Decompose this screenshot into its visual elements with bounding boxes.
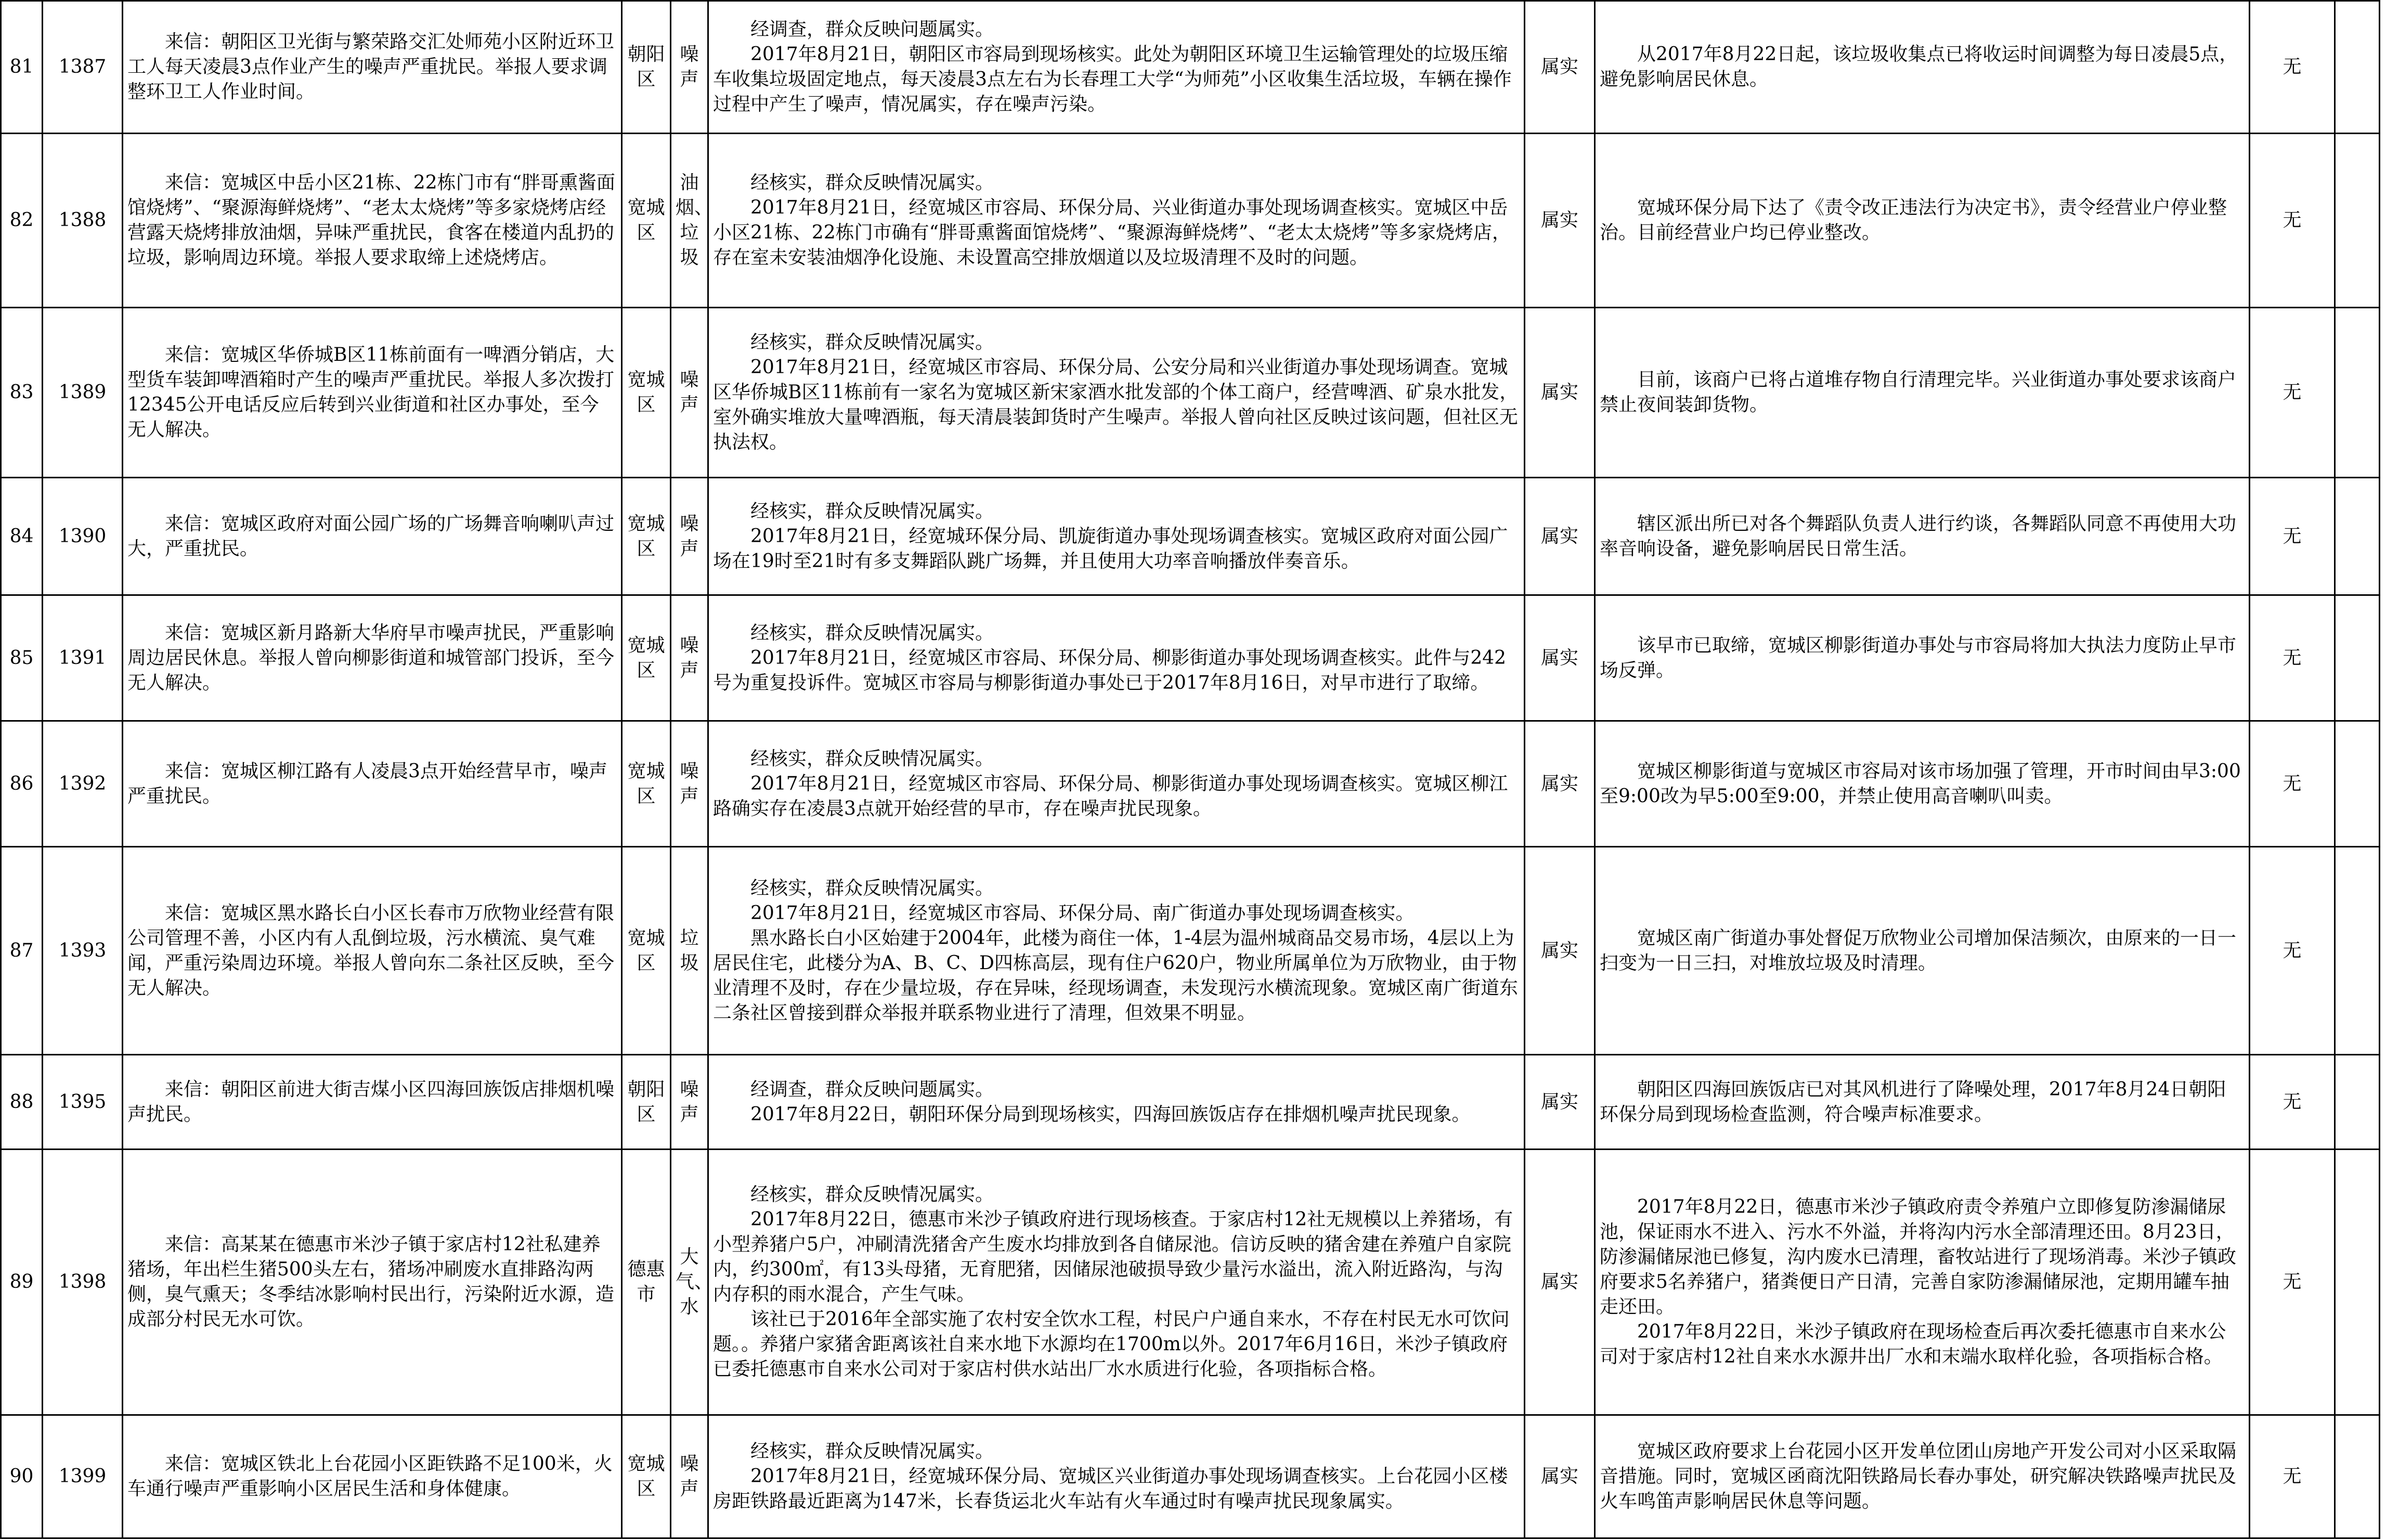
- cell-district: 宽城区: [622, 308, 671, 478]
- cell-verdict: 属实: [1525, 721, 1595, 847]
- cell-pollution-type: 噪声: [671, 1055, 708, 1150]
- cell-district: 德惠市: [622, 1150, 671, 1415]
- cell-verdict: 属实: [1525, 595, 1595, 721]
- cell-handling: [1595, 134, 2250, 308]
- cell-case-number: 1395: [43, 1055, 123, 1150]
- table-row: [1, 1055, 2380, 1150]
- cell-paragraph: 2017年8月21日，经宽城区市容局、环保分局、南广街道办事处现场调查核实。: [750, 902, 1415, 924]
- cell-serial-number: 84: [1, 478, 43, 595]
- cell-district: 宽城区: [622, 134, 671, 308]
- cell-paragraph: 经核实，群众反映情况属实。: [750, 332, 994, 353]
- cell-case-number: 1390: [43, 478, 123, 595]
- cell-paragraph: 2017年8月22日，德惠市米沙子镇政府责令养殖户立即修复防渗漏储尿池，保证雨水不进入、污水不外溢，并将沟内污水全部清理还田。8月23日，防渗漏储尿池已修复，沟内废水已清理，畜牧站进行了现场消毒。米沙子镇政府要求5名养猪户，猪粪便日产日清，完善自家防渗漏储尿池，定期用罐车抽走还田。: [1600, 1196, 2237, 1317]
- cell-remark: [2335, 721, 2380, 847]
- cell-paragraph: 宽城区柳影街道与宽城区市容局对该市场加强了管理，开市时间由早3:00至9:00改为早5:00至9:00，并禁止使用高音喇叭叫卖。: [1600, 760, 2241, 807]
- cell-case-number: 1393: [43, 847, 123, 1055]
- cell-investigation: [708, 1, 1525, 134]
- cell-complaint: [123, 1415, 622, 1538]
- cell-accountability: 无: [2250, 1055, 2335, 1150]
- cell-district: 宽城区: [622, 1415, 671, 1538]
- cell-pollution-type: 噪声: [671, 1415, 708, 1538]
- cell-investigation: [708, 1150, 1525, 1415]
- cell-paragraph: 宽城区政府要求上台花园小区开发单位团山房地产开发公司对小区采取隔音措施。同时，宽城区函商沈阳铁路局长春办事处，研究解决铁路噪声扰民及火车鸣笛声影响居民休息等问题。: [1600, 1441, 2237, 1512]
- table-row: [1, 721, 2380, 847]
- cell-pollution-type: 垃圾: [671, 847, 708, 1055]
- cell-paragraph: 经调查，群众反映问题属实。: [750, 1078, 994, 1100]
- cell-serial-number: 85: [1, 595, 43, 721]
- cell-paragraph: 来信：高某某在德惠市米沙子镇于家店村12社私建养猪场，年出栏生猪500头左右，猪场冲刷废水直排路沟两侧，臭气熏天；冬季结冰影响村民出行，污染附近水源，造成部分村民无水可饮。: [127, 1234, 615, 1330]
- cell-paragraph: 来信：宽城区铁北上台花园小区距铁路不足100米，火车通行噪声严重影响小区居民生活和身体健康。: [127, 1453, 613, 1499]
- cell-pollution-type: 大气、水: [671, 1150, 708, 1415]
- cell-paragraph: 来信：朝阳区前进大街吉煤小区四海回族饭店排烟机噪声扰民。: [127, 1078, 615, 1125]
- table-row: [1, 595, 2380, 721]
- cell-case-number: 1399: [43, 1415, 123, 1538]
- cell-paragraph: 2017年8月22日，朝阳环保分局到现场核实，四海回族饭店存在排烟机噪声扰民现象。: [750, 1103, 1471, 1125]
- cell-remark: [2335, 134, 2380, 308]
- cell-verdict: 属实: [1525, 1415, 1595, 1538]
- cell-complaint: [123, 478, 622, 595]
- cell-case-number: 1387: [43, 1, 123, 134]
- table-row: [1, 308, 2380, 478]
- table-row: [1, 847, 2380, 1055]
- cell-investigation: [708, 1415, 1525, 1538]
- cell-paragraph: 来信：宽城区新月路新大华府早市噪声扰民，严重影响周边居民休息。举报人曾向柳影街道和城管部门投诉，至今无人解决。: [127, 622, 615, 694]
- cell-remark: [2335, 1055, 2380, 1150]
- cell-paragraph: 辖区派出所已对各个舞蹈队负责人进行约谈，各舞蹈队同意不再使用大功率音响设备，避免影响居民日常生活。: [1600, 513, 2237, 559]
- cell-remark: [2335, 308, 2380, 478]
- cell-investigation: [708, 134, 1525, 308]
- cell-serial-number: 81: [1, 1, 43, 134]
- cell-verdict: 属实: [1525, 308, 1595, 478]
- cell-remark: [2335, 1415, 2380, 1538]
- cell-remark: [2335, 595, 2380, 721]
- cell-pollution-type: 噪声: [671, 1, 708, 134]
- cell-case-number: 1388: [43, 134, 123, 308]
- cell-investigation: [708, 721, 1525, 847]
- cell-investigation: [708, 595, 1525, 721]
- cell-pollution-type: 噪声: [671, 308, 708, 478]
- cell-case-number: 1392: [43, 721, 123, 847]
- table-row: [1, 134, 2380, 308]
- cell-paragraph: 来信：宽城区华侨城B区11栋前面有一啤酒分销店，大型货车装卸啤酒箱时产生的噪声严重扰民。举报人多次拨打12345公开电话反应后转到兴业街道和社区办事处，至今无人解决。: [127, 344, 615, 440]
- cell-district: 朝阳区: [622, 1, 671, 134]
- cell-complaint: [123, 134, 622, 308]
- cell-remark: [2335, 478, 2380, 595]
- cell-district: 宽城区: [622, 847, 671, 1055]
- table-row: [1, 1150, 2380, 1415]
- cell-paragraph: 经调查，群众反映问题属实。: [750, 19, 994, 40]
- cell-handling: [1595, 478, 2250, 595]
- cell-case-number: 1398: [43, 1150, 123, 1415]
- cell-paragraph: 经核实，群众反映情况属实。: [750, 748, 994, 769]
- cell-paragraph: 2017年8月22日，米沙子镇政府在现场检查后再次委托德惠市自来水公司对于家店村12社自来水水源井出厂水和末端水取样化验，各项指标合格。: [1600, 1321, 2226, 1367]
- cell-paragraph: 2017年8月21日，经宽城区市容局、环保分局、柳影街道办事处现场调查核实。此件与242号为重复投诉件。宽城区市容局与柳影街道办事处已于2017年8月16日，对早市进行了取缔。: [713, 647, 1507, 694]
- cell-serial-number: 83: [1, 308, 43, 478]
- table-body: [1, 1, 2380, 1538]
- cell-paragraph: 2017年8月21日，朝阳区市容局到现场核实。此处为朝阳区环境卫生运输管理处的垃圾压缩车收集垃圾固定地点，每天凌晨3点左右为长春理工大学“为师苑”小区收集生活垃圾，车辆在操作过程中产生了噪声，情况属实，存在噪声污染。: [713, 44, 1512, 115]
- cell-handling: [1595, 1, 2250, 134]
- cell-paragraph: 经核实，群众反映情况属实。: [750, 877, 994, 899]
- cell-paragraph: 宽城区南广街道办事处督促万欣物业公司增加保洁频次，由原来的一日一扫变为一日三扫，对堆放垃圾及时清理。: [1600, 927, 2237, 974]
- cell-accountability: 无: [2250, 721, 2335, 847]
- cell-serial-number: 89: [1, 1150, 43, 1415]
- cell-paragraph: 来信：朝阳区卫光街与繁荣路交汇处师苑小区附近环卫工人每天凌晨3点作业产生的噪声严重扰民。举报人要求调整环卫工人作业时间。: [127, 31, 615, 102]
- cell-verdict: 属实: [1525, 1150, 1595, 1415]
- cell-accountability: 无: [2250, 1150, 2335, 1415]
- table-row: [1, 478, 2380, 595]
- cell-pollution-type: 油烟、垃圾: [671, 134, 708, 308]
- cell-handling: [1595, 847, 2250, 1055]
- cell-verdict: 属实: [1525, 1055, 1595, 1150]
- cell-paragraph: 黑水路长白小区始建于2004年，此楼为商住一体，1-4层为温州城商品交易市场，4层以上为居民住宅，此楼分为A、B、C、D四栋高层，现有住户620户，物业所属单位为万欣物业，由于物业清理不及时，存在少量垃圾，存在异味，经现场调查，未发现污水横流现象。宽城区南广街道东二条社区曾接到群众举报并联系物业进行了清理，但效果不明显。: [713, 927, 1519, 1024]
- cell-complaint: [123, 721, 622, 847]
- cell-paragraph: 2017年8月21日，经宽城区市容局、环保分局、公安分局和兴业街道办事处现场调查。宽城区华侨城B区11栋前有一家名为宽城区新宋家酒水批发部的个体工商户，经营啤酒、矿泉水批发，室外确实堆放大量啤酒瓶，每天清晨装卸货时产生噪声。举报人曾向社区反映过该问题，但社区无执法权。: [713, 357, 1519, 453]
- cell-complaint: [123, 1150, 622, 1415]
- cell-pollution-type: 噪声: [671, 595, 708, 721]
- cell-serial-number: 82: [1, 134, 43, 308]
- cell-pollution-type: 噪声: [671, 721, 708, 847]
- cell-accountability: 无: [2250, 134, 2335, 308]
- cell-complaint: [123, 1, 622, 134]
- cell-accountability: 无: [2250, 847, 2335, 1055]
- cell-serial-number: 88: [1, 1055, 43, 1150]
- cell-accountability: 无: [2250, 1415, 2335, 1538]
- cell-serial-number: 86: [1, 721, 43, 847]
- cell-remark: [2335, 1150, 2380, 1415]
- cell-paragraph: 经核实，群众反映情况属实。: [750, 500, 994, 522]
- cell-serial-number: 90: [1, 1415, 43, 1538]
- cell-investigation: [708, 847, 1525, 1055]
- cell-handling: [1595, 595, 2250, 721]
- cell-complaint: [123, 595, 622, 721]
- cell-paragraph: 经核实，群众反映情况属实。: [750, 1184, 994, 1205]
- cell-paragraph: 该早市已取缔，宽城区柳影街道办事处与市容局将加大执法力度防止早市场反弹。: [1600, 634, 2237, 681]
- cell-verdict: 属实: [1525, 1, 1595, 134]
- cell-district: 朝阳区: [622, 1055, 671, 1150]
- cell-paragraph: 来信：宽城区中岳小区21栋、22栋门市有“胖哥熏酱面馆烧烤”、“聚源海鲜烧烤”、“老太太烧烤”等多家烧烤店经营露天烧烤排放油烟，异味严重扰民，食客在楼道内乱扔的垃圾，影响周边环境。举报人要求取缔上述烧烤店。: [127, 172, 616, 268]
- cell-accountability: 无: [2250, 478, 2335, 595]
- cell-verdict: 属实: [1525, 847, 1595, 1055]
- cell-remark: [2335, 1, 2380, 134]
- cell-handling: [1595, 308, 2250, 478]
- cell-paragraph: 2017年8月21日，经宽城环保分局、凯旋街道办事处现场调查核实。宽城区政府对面公园广场在19时至21时有多支舞蹈队跳广场舞，并且使用大功率音响播放伴奏音乐。: [713, 525, 1508, 572]
- cell-complaint: [123, 1055, 622, 1150]
- cell-paragraph: 来信：宽城区柳江路有人凌晨3点开始经营早市，噪声严重扰民。: [127, 760, 607, 807]
- cell-accountability: 无: [2250, 595, 2335, 721]
- cell-accountability: 无: [2250, 1, 2335, 134]
- cell-paragraph: 目前，该商户已将占道堆存物自行清理完毕。兴业街道办事处要求该商户禁止夜间装卸货物。: [1600, 369, 2237, 415]
- cell-complaint: [123, 308, 622, 478]
- cell-handling: [1595, 1415, 2250, 1538]
- cell-paragraph: 2017年8月21日，经宽城区市容局、环保分局、柳影街道办事处现场调查核实。宽城区柳江路确实存在凌晨3点就开始经营的早市，存在噪声扰民现象。: [713, 773, 1508, 819]
- cell-verdict: 属实: [1525, 134, 1595, 308]
- cell-handling: [1595, 721, 2250, 847]
- cell-verdict: 属实: [1525, 478, 1595, 595]
- cell-paragraph: 来信：宽城区政府对面公园广场的广场舞音响喇叭声过大，严重扰民。: [127, 513, 615, 559]
- table-row: [1, 1, 2380, 134]
- cell-district: 宽城区: [622, 721, 671, 847]
- cell-investigation: [708, 478, 1525, 595]
- cell-paragraph: 2017年8月21日，经宽城环保分局、宽城区兴业街道办事处现场调查核实。上台花园小区楼房距铁路最近距离为147米，长春货运北火车站有火车通过时有噪声扰民现象属实。: [713, 1466, 1508, 1512]
- cell-paragraph: 2017年8月21日，经宽城区市容局、环保分局、兴业街道办事处现场调查核实。宽城区中岳小区21栋、22栋门市确有“胖哥熏酱面馆烧烤”、“聚源海鲜烧烤”、“老太太烧烤”等多家烧烤店，存在室未安装油烟净化设施、未设置高空排放烟道以及垃圾清理不及时的问题。: [713, 197, 1511, 268]
- cell-paragraph: 2017年8月22日，德惠市米沙子镇政府进行现场核查。于家店村12社无规模以上养猪场，有小型养猪户5户，冲刷清洗猪舍产生废水均排放到各自储尿池。信访反映的猪舍建在养殖户自家院内，约300㎡，有13头母猪，无育肥猪，因储尿池破损导致少量污水溢出，流入附近路沟，与沟内存积的雨水混合，产生气味。: [713, 1209, 1513, 1305]
- cell-district: 宽城区: [622, 595, 671, 721]
- cell-serial-number: 87: [1, 847, 43, 1055]
- cell-complaint: [123, 847, 622, 1055]
- cell-paragraph: 朝阳区四海回族饭店已对其风机进行了降噪处理，2017年8月24日朝阳环保分局到现场检查监测，符合噪声标准要求。: [1600, 1078, 2226, 1125]
- cell-district: 宽城区: [622, 478, 671, 595]
- cell-handling: [1595, 1055, 2250, 1150]
- cell-paragraph: 经核实，群众反映情况属实。: [750, 172, 994, 193]
- cell-accountability: 无: [2250, 308, 2335, 478]
- cell-pollution-type: 噪声: [671, 478, 708, 595]
- cell-case-number: 1389: [43, 308, 123, 478]
- cell-case-number: 1391: [43, 595, 123, 721]
- cell-handling: [1595, 1150, 2250, 1415]
- cell-paragraph: 宽城环保分局下达了《责令改正违法行为决定书》，责令经营业户停业整治。目前经营业户均已停业整改。: [1600, 197, 2227, 243]
- cell-investigation: [708, 1055, 1525, 1150]
- cell-paragraph: 经核实，群众反映情况属实。: [750, 1441, 994, 1462]
- cell-paragraph: 来信：宽城区黑水路长白小区长春市万欣物业经营有限公司管理不善，小区内有人乱倒垃圾，污水横流、臭气难闻，严重污染周边环境。举报人曾向东二条社区反映，至今无人解决。: [127, 902, 615, 999]
- cell-investigation: [708, 308, 1525, 478]
- cell-paragraph: 经核实，群众反映情况属实。: [750, 622, 994, 644]
- table-row: [1, 1415, 2380, 1538]
- cell-paragraph: 该社已于2016年全部实施了农村安全饮水工程，村民户户通自来水，不存在村民无水可饮问题。。养猪户家猪舍距离该社自来水地下水源均在1700m以外。2017年6月16日，米沙子镇政府已委托德惠市自来水公司对于家店村供水站出厂水水质进行化验，各项指标合格。: [713, 1309, 1510, 1380]
- cell-remark: [2335, 847, 2380, 1055]
- cell-paragraph: 从2017年8月22日起，该垃圾收集点已将收运时间调整为每日凌晨5点，避免影响居民休息。: [1600, 44, 2238, 90]
